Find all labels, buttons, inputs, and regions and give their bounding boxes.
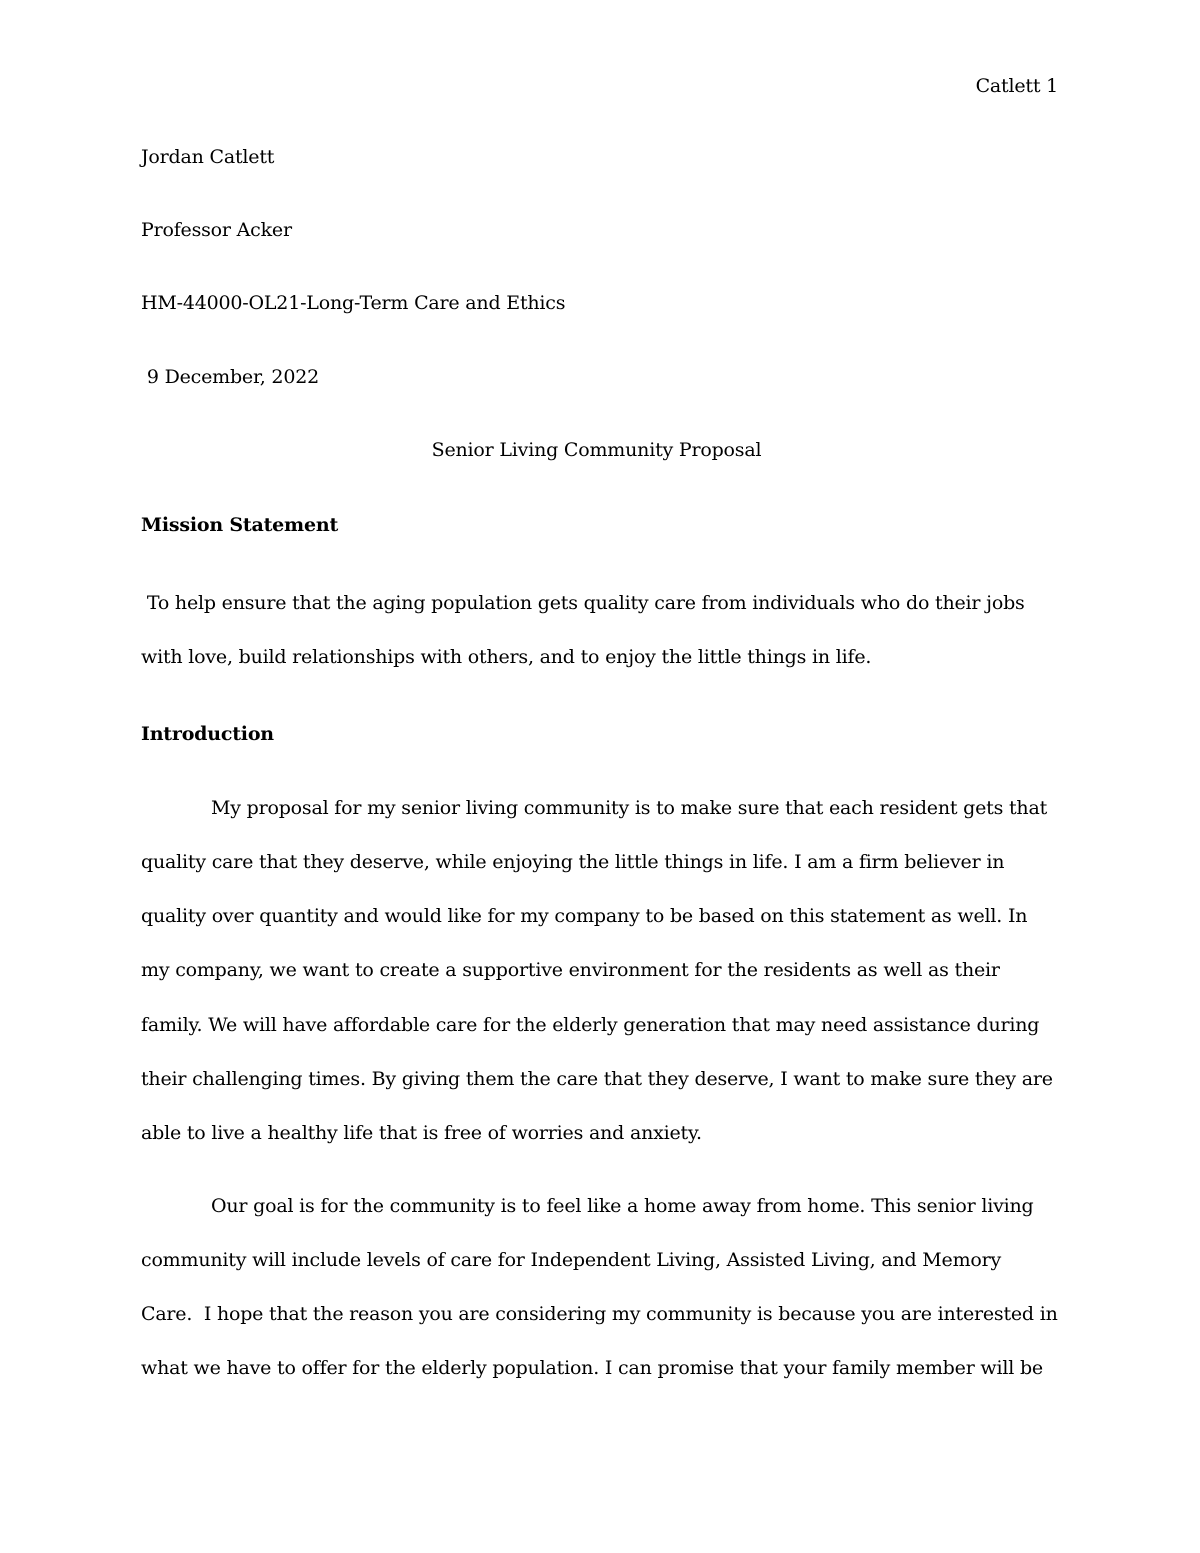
paragraph-line: their challenging times. By giving them the care that they deserve, I want to make sure they are <box>141 1068 1053 1090</box>
document-title: Senior Living Community Proposal <box>431 439 762 461</box>
introduction-heading: Introduction <box>141 723 274 745</box>
paragraph-line: family. We will have affordable care for the elderly generation that may need assistance during <box>141 1014 1040 1036</box>
mission-line: To help ensure that the aging population gets quality care from individuals who do their jobs <box>141 592 1025 614</box>
paragraph-line: community will include levels of care for Independent Living, Assisted Living, and Memory <box>141 1249 1002 1271</box>
mission-heading: Mission Statement <box>141 514 339 536</box>
paragraph-line: Care. I hope that the reason you are considering my community is because you are interested in <box>141 1303 1058 1325</box>
page-header: Catlett 1 <box>975 75 1058 97</box>
paragraph-line: Our goal is for the community is to feel like a home away from home. This senior living <box>211 1195 1034 1217</box>
paragraph-line: what we have to offer for the elderly population. I can promise that your family member will be <box>141 1357 1043 1379</box>
course-name: HM-44000-OL21-Long-Term Care and Ethics <box>141 292 566 314</box>
paragraph-line: able to live a healthy life that is free of worries and anxiety. <box>141 1122 702 1144</box>
document-date: 9 December, 2022 <box>141 366 319 388</box>
paragraph-line: quality care that they deserve, while enjoying the little things in life. I am a firm believer in <box>141 851 1005 873</box>
instructor-name: Professor Acker <box>141 219 292 241</box>
paragraph-line: My proposal for my senior living community is to make sure that each resident gets that <box>211 797 1048 819</box>
author-name: Jordan Catlett <box>141 146 275 168</box>
paragraph-line: quality over quantity and would like for my company to be based on this statement as well. In <box>141 905 1028 927</box>
mission-line: with love, build relationships with others, and to enjoy the little things in life. <box>141 646 872 668</box>
paragraph-line: my company, we want to create a supportive environment for the residents as well as their <box>141 959 1000 981</box>
